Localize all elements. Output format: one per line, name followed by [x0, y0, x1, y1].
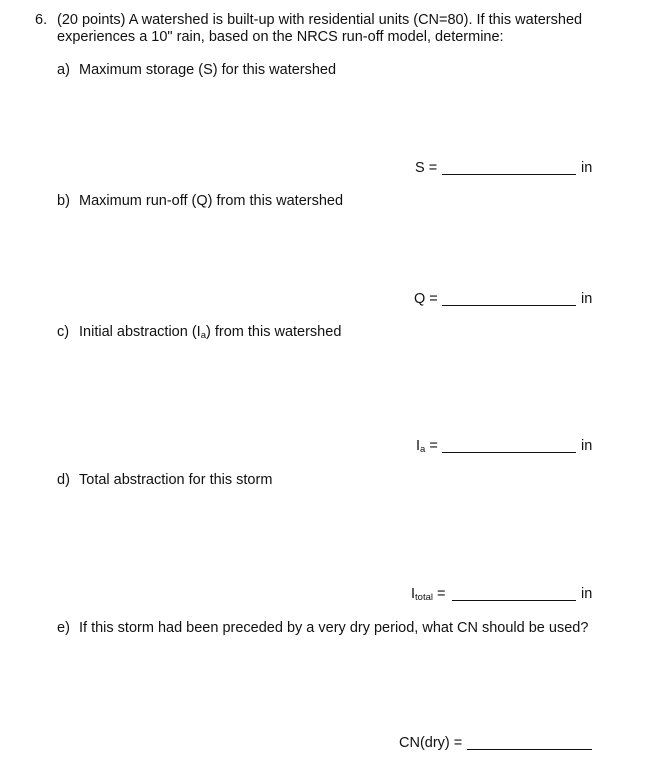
part-d-prompt — [57, 472, 272, 488]
part-b-prompt — [57, 193, 343, 209]
part-e-letter: e) — [57, 620, 70, 636]
part-c-label-equals: = — [425, 438, 438, 454]
part-b-unit: in — [581, 291, 593, 307]
part-a-prompt — [57, 62, 336, 78]
part-c-text-subscript: a — [200, 330, 206, 341]
part-c-text-after: ) from this watershed — [206, 324, 342, 340]
part-d-unit: in — [581, 586, 593, 602]
part-e-text: If this storm had been preceded by a very dry period, what CN should be used? — [79, 620, 589, 636]
question-number: 6. — [35, 12, 48, 28]
part-c-answer-label — [416, 438, 438, 455]
part-b-letter: b) — [57, 193, 70, 209]
part-c-answer-blank[interactable] — [442, 438, 576, 453]
part-a-answer-label: S = — [415, 160, 438, 176]
part-d-answer-label — [411, 586, 446, 603]
part-c-prompt — [57, 324, 341, 341]
part-c-label-subscript: a — [420, 444, 426, 455]
part-b-answer-label: Q = — [414, 291, 438, 307]
part-d-label-main: I — [411, 586, 416, 602]
part-a-answer-blank[interactable] — [442, 160, 576, 175]
part-e-answer-blank[interactable] — [467, 735, 592, 750]
part-c-text-before: Initial abstraction (I — [79, 324, 201, 340]
part-d-label-equals: = — [433, 586, 446, 602]
question-text-line-2: experiences a 10" rain, based on the NRCS run-off model, determine: — [57, 29, 504, 45]
part-d-label-subscript: total — [415, 592, 433, 603]
part-b-answer-blank[interactable] — [442, 291, 576, 306]
part-c-unit: in — [581, 438, 593, 454]
part-d-letter: d) — [57, 472, 70, 488]
part-d-text: Total abstraction for this storm — [79, 472, 273, 488]
part-a-unit: in — [581, 160, 593, 176]
part-c-letter: c) — [57, 324, 70, 340]
question-text-line-1: (20 points) A watershed is built-up with residential units (CN=80). If this watershed — [57, 12, 583, 28]
part-a-letter: a) — [57, 62, 70, 78]
part-d-answer-blank[interactable] — [452, 586, 576, 601]
part-b-text: Maximum run-off (Q) from this watershed — [79, 193, 344, 209]
part-e-prompt — [57, 620, 588, 636]
part-c-label-main: I — [416, 438, 421, 454]
part-e-answer-label: CN(dry) = — [399, 735, 463, 751]
part-a-text: Maximum storage (S) for this watershed — [79, 62, 337, 78]
